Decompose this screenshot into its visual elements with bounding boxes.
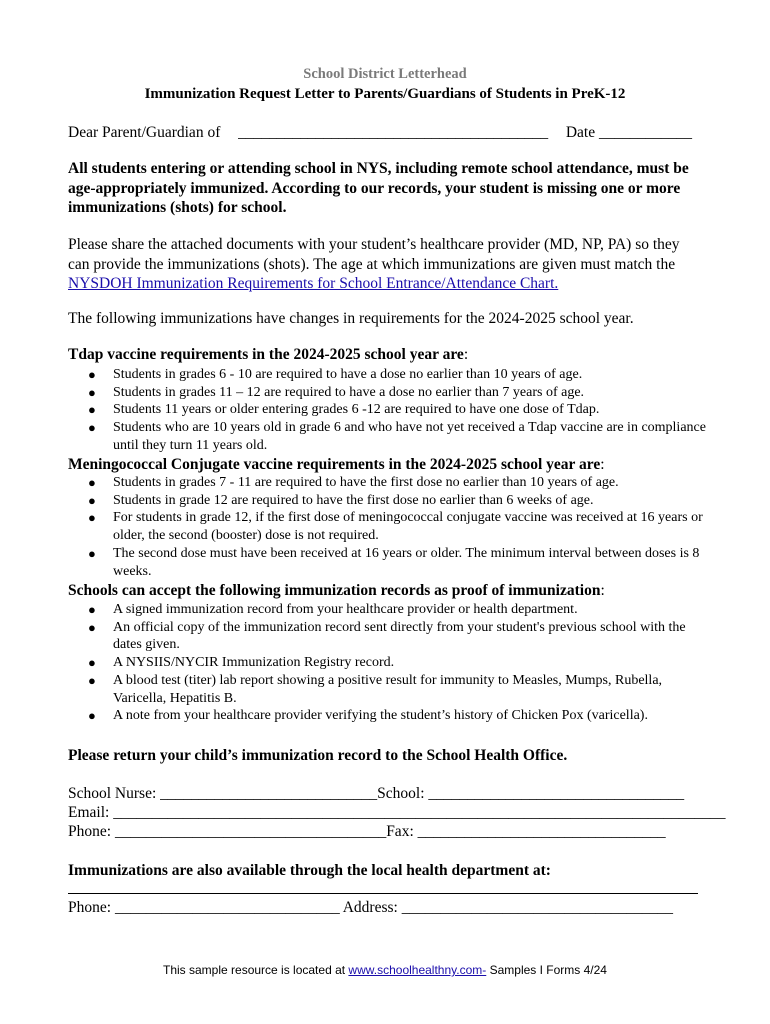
list-item: ● Students in grades 7 - 11 are required to have the first dose no earlier than 10 years of age. xyxy=(88,475,619,490)
bullet-icon: ● xyxy=(88,619,96,635)
fax-label: Fax: xyxy=(386,823,414,840)
list-item: ● For students in grade 12, if the first dose of meningococcal conjugate vaccine was received at 16 years or older, the second (booster) dose is not required. xyxy=(88,510,703,544)
bullet-icon: ● xyxy=(88,655,96,671)
list-item: ● A NYSIIS/NYCIR Immunization Registry record. xyxy=(88,655,395,671)
list-item: ● Students in grades 6 - 10 are required to have a dose no earlier than 10 years of age. xyxy=(88,367,583,382)
footer-link[interactable]: www.schoolhealthny.com- xyxy=(348,963,487,977)
tdap-heading: Tdap vaccine requirements in the 2024-2025 school year are: xyxy=(68,346,469,363)
email-label: Email: xyxy=(68,804,110,821)
phone-fax-line xyxy=(68,823,666,841)
school-label: School: xyxy=(377,785,425,802)
tdap-list xyxy=(68,366,708,455)
return-note: Please return your child’s immunization record to the School Health Office. xyxy=(68,747,568,764)
email-field[interactable]: _______________________________________________________________________________ xyxy=(113,804,726,821)
bullet-icon: ● xyxy=(88,402,96,418)
list-item: ● A blood test (titer) lab report showing a positive result for immunity to Measles, Mumps, Rubella, Varicella, Hepatitis B. xyxy=(88,672,663,706)
bullet-icon: ● xyxy=(88,384,96,400)
date-label: Date xyxy=(565,124,596,141)
bullet-icon: ● xyxy=(88,672,96,688)
health-dept-rule[interactable] xyxy=(68,893,698,894)
hd-address-field[interactable]: ___________________________________ xyxy=(401,899,673,916)
bullet-icon: ● xyxy=(88,602,96,617)
page-title: Immunization Request Letter to Parents/Guardians of Students in PreK-12 xyxy=(144,86,626,102)
mening-heading: Meningococcal Conjugate vaccine requirements in the 2024-2025 school year are: xyxy=(68,456,605,473)
list-item: ● A note from your healthcare provider verifying the student’s history of Chicken Pox (varicella). xyxy=(88,708,648,724)
date-blank[interactable]: ____________ xyxy=(599,124,692,141)
changes-paragraph: The following immunizations have changes in requirements for the 2024-2025 school year. xyxy=(68,310,634,327)
school-field[interactable]: _________________________________ xyxy=(428,785,685,802)
nurse-school-line xyxy=(68,785,684,803)
bullet-icon: ● xyxy=(88,367,96,382)
email-line xyxy=(68,804,725,822)
proof-list xyxy=(68,601,708,725)
share-text: Please share the attached documents with your student’s healthcare provider (MD, NP, PA) so they can provide the immunizations (shots). The age at which immunizations are given must match the xyxy=(68,236,680,273)
footer-suffix: Samples I Forms 4/24 xyxy=(486,963,607,977)
hd-address-label: Address: xyxy=(342,899,398,916)
letterhead: School District Letterhead xyxy=(303,66,467,82)
share-paragraph xyxy=(68,235,698,294)
list-item: ● The second dose must have been received at 16 years or older. The minimum interval between doses is 8 weeks. xyxy=(88,545,700,579)
list-item: ● Students in grade 12 are required to have the first dose no earlier than 6 weeks of age. xyxy=(88,492,594,508)
bullet-icon: ● xyxy=(88,420,96,436)
fax-field[interactable]: ________________________________ xyxy=(417,823,666,840)
proof-heading: Schools can accept the following immunization records as proof of immunization: xyxy=(68,582,605,599)
list-item: ● Students 11 years or older entering grades 6 -12 are required to have one dose of Tdap. xyxy=(88,402,600,418)
list-item: ● An official copy of the immunization record sent directly from your student's previous school with the dates given. xyxy=(88,619,686,653)
nysdoh-chart-link[interactable]: NYSDOH Immunization Requirements for School Entrance/Attendance Chart. xyxy=(68,275,559,292)
student-name-blank[interactable]: ________________________________________ xyxy=(238,124,549,141)
school-nurse-label: School Nurse: xyxy=(68,785,157,802)
footer xyxy=(0,963,770,977)
list-item: ● Students who are 10 years old in grade 6 and who have not yet received a Tdap vaccine are in compliance until they turn 11 years old. xyxy=(88,420,706,453)
health-dept-heading: Immunizations are also available through the local health department at: xyxy=(68,862,551,879)
mening-list xyxy=(68,474,708,580)
greeting-line xyxy=(68,124,692,142)
bullet-icon: ● xyxy=(88,510,96,526)
greeting-label: Dear Parent/Guardian of xyxy=(68,124,221,141)
health-dept-contact-line xyxy=(68,899,673,917)
bullet-icon: ● xyxy=(88,708,96,724)
bullet-icon: ● xyxy=(88,545,96,561)
phone-field[interactable]: ___________________________________ xyxy=(114,823,387,840)
hd-phone-field[interactable]: _____________________________ xyxy=(114,899,340,916)
bullet-icon: ● xyxy=(88,492,96,508)
list-item: ● Students in grades 11 – 12 are required to have a dose no earlier than 7 years of age. xyxy=(88,384,585,400)
bullet-icon: ● xyxy=(88,475,96,490)
intro-paragraph: All students entering or attending school in NYS, including remote school attendance, must be age-appropriately immunized. According to our records, your student is missing one or more immunizations (shots) for school. xyxy=(68,160,689,216)
school-nurse-field[interactable]: ____________________________ xyxy=(160,785,378,802)
footer-prefix: This sample resource is located at xyxy=(163,963,349,977)
phone-label: Phone: xyxy=(68,823,112,840)
list-item: ● A signed immunization record from your healthcare provider or health department. xyxy=(88,602,578,617)
hd-phone-label: Phone: xyxy=(68,899,112,916)
